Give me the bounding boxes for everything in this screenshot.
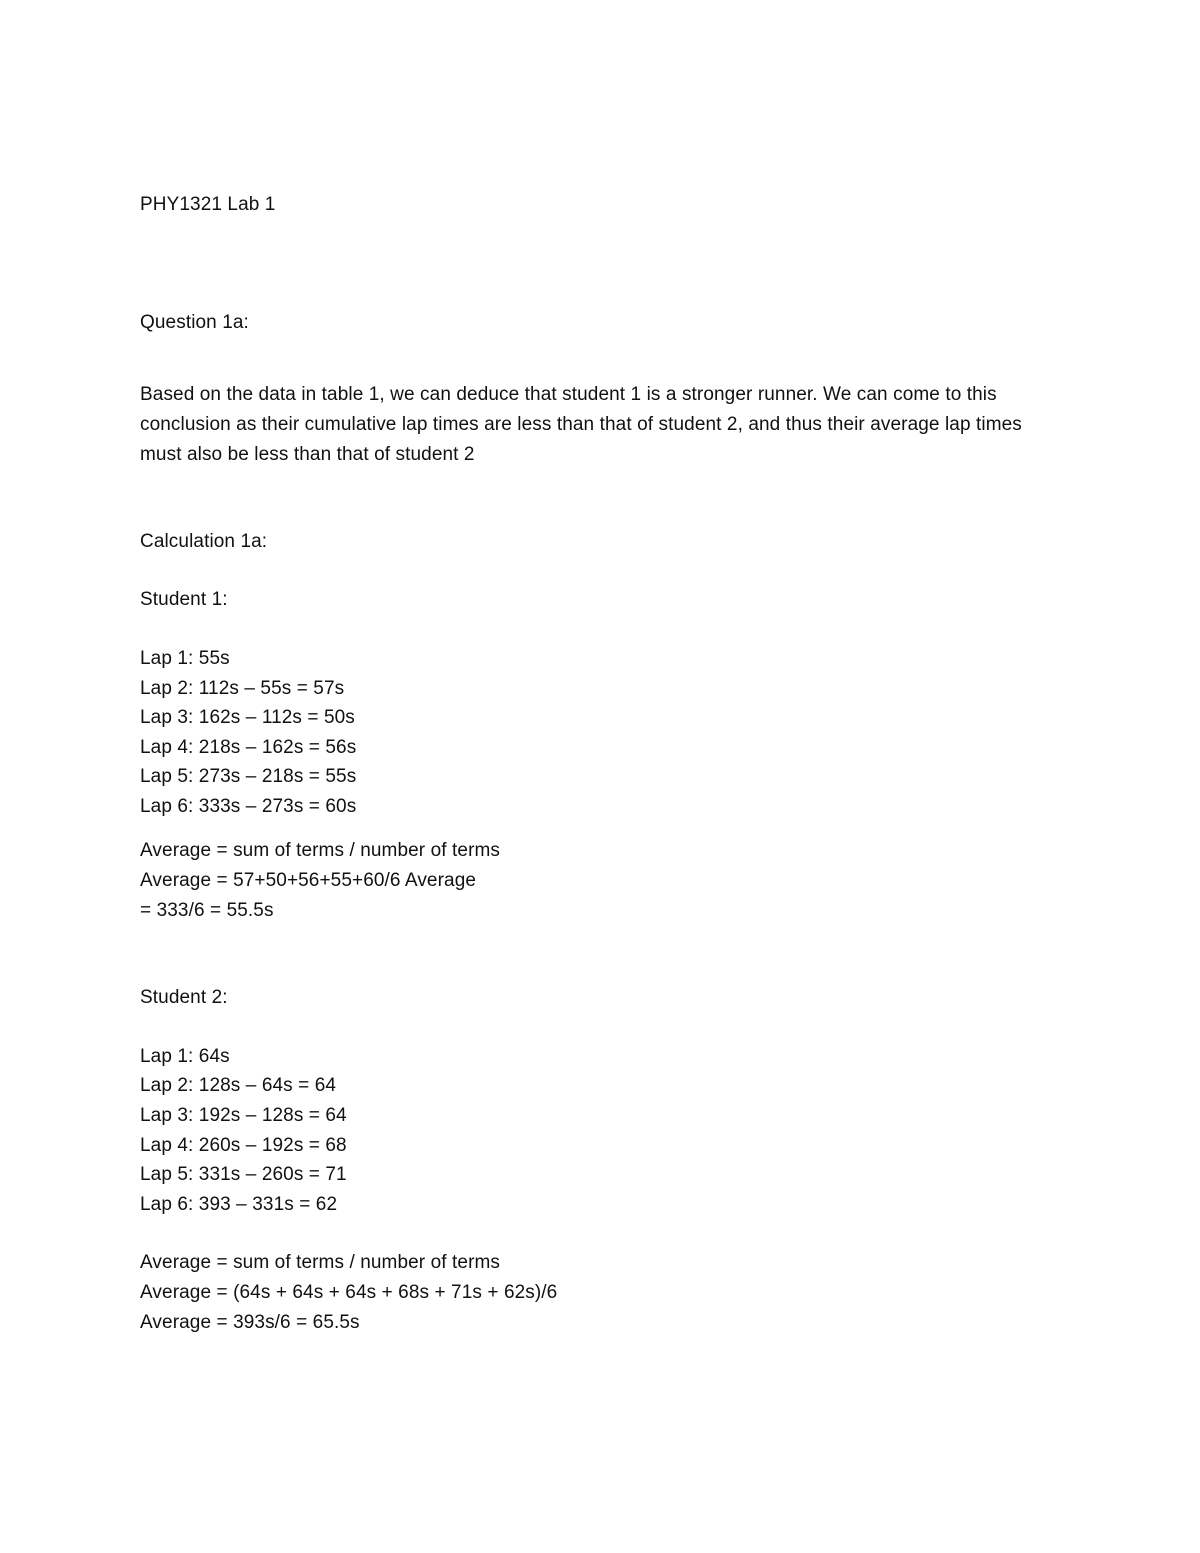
student1-lap: Lap 5: 273s – 218s = 55s (140, 766, 357, 787)
answer-line: conclusion as their cumulative lap times are less than that of student 2, and thus their average lap times (140, 414, 1022, 435)
student2-lap: Lap 3: 192s – 128s = 64 (140, 1105, 347, 1126)
student1-lap: Lap 4: 218s – 162s = 56s (140, 737, 357, 758)
answer-line: must also be less than that of student 2 (140, 444, 475, 465)
student1-average-line: = 333/6 = 55.5s (140, 900, 274, 921)
question-heading: Question 1a: (140, 312, 249, 333)
student2-lap: Lap 6: 393 – 331s = 62 (140, 1194, 338, 1215)
student2-heading: Student 2: (140, 987, 228, 1008)
student2-lap: Lap 4: 260s – 192s = 68 (140, 1135, 347, 1156)
student2-lap: Lap 5: 331s – 260s = 71 (140, 1164, 347, 1185)
student2-average-line: Average = sum of terms / number of terms (140, 1252, 501, 1273)
student2-lap: Lap 1: 64s (140, 1046, 230, 1067)
student1-average-line: Average = 57+50+56+55+60/6 Average (140, 870, 477, 891)
student1-lap: Lap 1: 55s (140, 648, 230, 669)
calculation-heading: Calculation 1a: (140, 531, 268, 552)
student1-average-line: Average = sum of terms / number of terms (140, 840, 501, 861)
student2-average-line: Average = 393s/6 = 65.5s (140, 1312, 360, 1333)
student1-lap: Lap 3: 162s – 112s = 50s (140, 707, 355, 728)
student1-lap: Lap 6: 333s – 273s = 60s (140, 796, 357, 817)
student2-lap: Lap 2: 128s – 64s = 64 (140, 1075, 337, 1096)
document-title: PHY1321 Lab 1 (140, 194, 276, 215)
student1-lap: Lap 2: 112s – 55s = 57s (140, 678, 345, 699)
student1-heading: Student 1: (140, 589, 228, 610)
student2-average-line: Average = (64s + 64s + 64s + 68s + 71s + 62s)/6 (140, 1282, 558, 1303)
answer-line: Based on the data in table 1, we can deduce that student 1 is a stronger runner. We can come to this (140, 384, 997, 405)
